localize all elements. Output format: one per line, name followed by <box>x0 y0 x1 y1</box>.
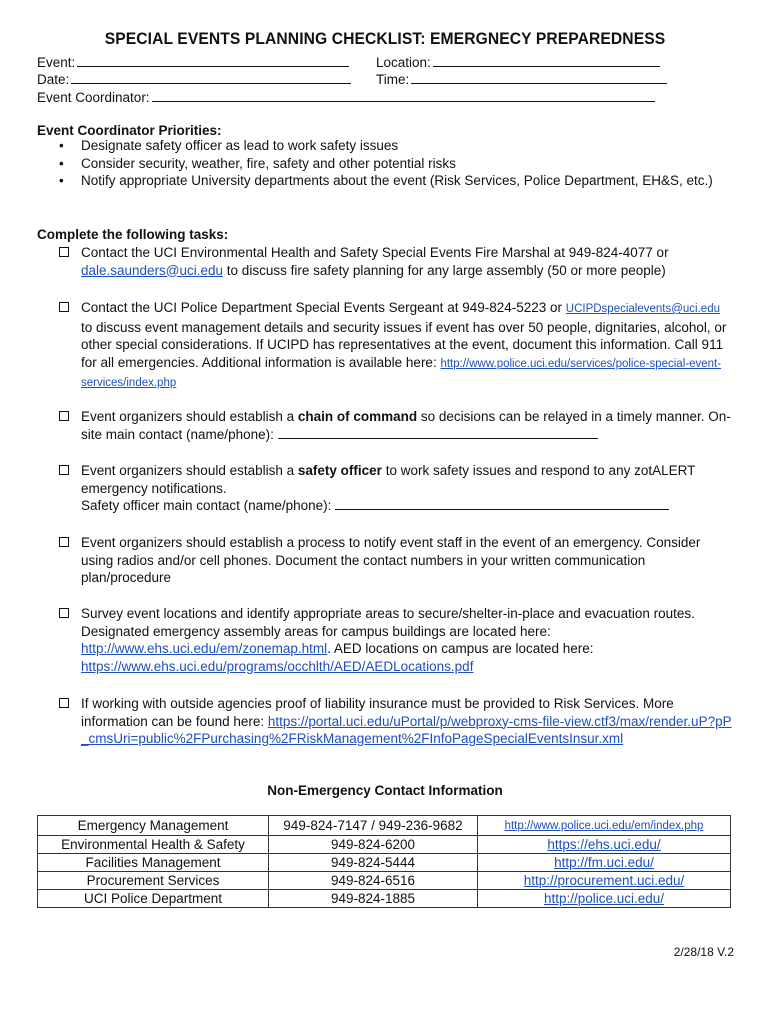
police-events-link[interactable]: http://www.police.uci.edu/services/police-special-event-services/index.php <box>81 357 722 389</box>
contact-url-link[interactable]: http://www.police.uci.edu/em/index.php <box>504 820 704 832</box>
task-fire-marshal: Contact the UCI Environmental Health and Safety Special Events Fire Marshal at 949-824-4077 or dale.saunders@uci.edu to discuss fire safety planning for any large assembly (50 or more people) <box>59 244 734 279</box>
contact-url-link[interactable]: http://procurement.uci.edu/ <box>523 873 685 888</box>
bullet-icon: • <box>59 173 64 188</box>
version-footer: 2/28/18 V.2 <box>673 945 734 959</box>
time-label: Time: <box>376 72 410 87</box>
aed-locations-link[interactable]: https://www.ehs.uci.edu/programs/occhlth/AED/AEDLocations.pdf <box>81 658 474 674</box>
email-link-fire-marshal[interactable]: dale.saunders@uci.edu <box>81 262 224 278</box>
contact-url-link[interactable]: http://police.uci.edu/ <box>543 891 665 906</box>
table-row: Emergency Management 949-824-7147 / 949-236-9682 http://www.police.uci.edu/em/index.php <box>38 816 731 836</box>
table-row: UCI Police Department 949-824-1885 http://police.uci.edu/ <box>38 890 731 908</box>
bullet-icon: • <box>59 138 64 153</box>
task-liability-insurance: If working with outside agencies proof of liability insurance must be provided to Risk Services. More information can be found here: https://portal.uci.edu/uPortal/p/webproxy-cms-file-view.ctf3/max/render.uP?pP_cmsUri=public%2FPurchasing%2FRiskManagement%2FInfoPageSpecialEventsInsur.xml <box>59 695 734 748</box>
contacts-heading: Non-Emergency Contact Information <box>267 783 503 798</box>
date-label: Date: <box>37 72 70 87</box>
tasks-heading: Complete the following tasks: <box>37 227 229 242</box>
contact-url-link[interactable]: http://fm.uci.edu/ <box>554 855 654 870</box>
date-field-row <box>37 69 351 89</box>
coordinator-blank[interactable] <box>152 87 655 102</box>
page-title: SPECIAL EVENTS PLANNING CHECKLIST: EMERGNECY PREPAREDNESS <box>104 29 666 48</box>
priorities-heading: Event Coordinator Priorities: <box>37 123 222 138</box>
location-blank[interactable] <box>433 52 660 67</box>
main-contact-blank[interactable] <box>278 426 598 439</box>
zonemap-link[interactable]: http://www.ehs.uci.edu/em/zonemap.html <box>81 641 328 656</box>
task-notify-staff: Event organizers should establish a process to notify event staff in the event of an emergency. Consider using radios and/or cell phones. Document the contact numbers in your written communication plan/procedure <box>59 534 734 587</box>
location-label: Location: <box>376 55 431 70</box>
checkbox-icon[interactable] <box>59 608 69 618</box>
contact-url-link[interactable]: https://ehs.uci.edu/ <box>547 837 661 852</box>
table-row: Facilities Management 949-824-5444 http://fm.uci.edu/ <box>38 854 731 872</box>
email-link-ucipd[interactable]: UCIPDspecialevents@uci.edu <box>565 303 720 315</box>
checkbox-icon[interactable] <box>59 302 69 312</box>
time-blank[interactable] <box>411 69 667 84</box>
contacts-table <box>37 815 731 908</box>
task-chain-of-command: Event organizers should establish a chain of command so decisions can be relayed in a timely manner. On-site main contact (name/phone): <box>59 408 734 443</box>
date-blank[interactable] <box>71 69 351 84</box>
checkbox-icon[interactable] <box>59 537 69 547</box>
priorities-list <box>37 137 717 190</box>
list-item: • Designate safety officer as lead to work safety issues <box>59 138 399 153</box>
checkbox-icon[interactable] <box>59 247 69 257</box>
table-row: Environmental Health & Safety 949-824-6200 https://ehs.uci.edu/ <box>38 836 731 854</box>
time-field-row <box>376 69 667 89</box>
task-police-sergeant: Contact the UCI Police Department Special Events Sergeant at 949-824-5223 or UCIPDspecialevents@uci.edu to discuss event management details and security issues if event has over 50 people, dignitaries, alcohol, or other special considerations. If UCIPD has representatives at the event, document this information. Call 911 for all emergencies. Additional information is available here: http://www.police.uci.edu/services/police-special-event-services/index.php <box>59 299 734 393</box>
checkbox-icon[interactable] <box>59 698 69 708</box>
list-item: • Consider security, weather, fire, safety and other potential risks <box>59 155 456 171</box>
task-survey-locations: Survey event locations and identify appropriate areas to secure/shelter-in-place and evacuation routes. Designated emergency assembly areas for campus buildings are located here: http://www.ehs.uci.edu/em/zonemap.html. AED locations on campus are located here: https://www.ehs.uci.edu/programs/occhlth/AED/AEDLocations.pdf <box>59 605 734 675</box>
checkbox-icon[interactable] <box>59 465 69 475</box>
list-item: • Notify appropriate University departments about the event (Risk Services, Police Department, EH&S, etc.) <box>59 173 713 188</box>
event-label: Event: <box>37 55 76 70</box>
event-blank[interactable] <box>77 52 349 67</box>
table-row: Procurement Services 949-824-6516 http://procurement.uci.edu/ <box>38 872 731 890</box>
coordinator-label: Event Coordinator: <box>37 90 150 105</box>
insurance-info-link[interactable]: https://portal.uci.edu/uPortal/p/webproxy-cms-file-view.ctf3/max/render.uP?pP_cmsUri=public%2FPurchasing%2FRiskManagement%2FInfoPageSpecialEventsInsur.xml <box>81 713 732 746</box>
bullet-icon: • <box>59 155 64 171</box>
safety-contact-blank[interactable] <box>335 497 669 510</box>
coordinator-field-row <box>37 87 655 107</box>
task-safety-officer: Event organizers should establish a safety officer to work safety issues and respond to any zotALERT emergency notifications. Safety officer main contact (name/phone): <box>59 462 734 515</box>
checkbox-icon[interactable] <box>59 411 69 421</box>
